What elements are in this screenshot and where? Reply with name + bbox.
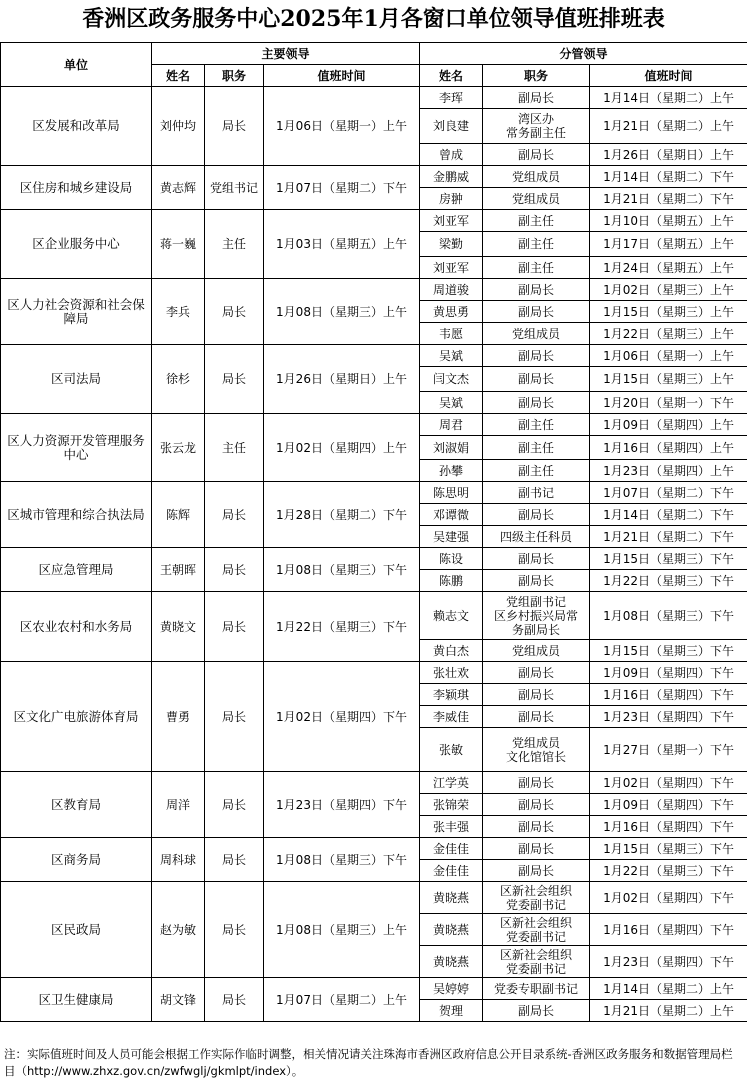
deputy-time: 1月09日（星期四）下午 <box>590 794 747 816</box>
deputy-position: 副局长 <box>483 794 590 816</box>
table-row <box>1 592 747 640</box>
table-row <box>1 414 747 436</box>
main-leader-name: 曹勇 <box>152 662 205 772</box>
table-row <box>1 978 747 1000</box>
table-row <box>1 548 747 570</box>
main-leader-time: 1月06日（星期一）上午 <box>264 87 420 166</box>
main-leader-time: 1月08日（星期三）下午 <box>264 548 420 592</box>
deputy-position: 副局长 <box>483 144 590 166</box>
deputy-position: 副主任 <box>483 210 590 232</box>
main-leader-position: 局长 <box>205 592 264 662</box>
deputy-name: 吴婷婷 <box>420 978 483 1000</box>
deputy-time: 1月02日（星期四）下午 <box>590 772 747 794</box>
deputy-position: 党组副书记 区乡村振兴局常 务副局长 <box>483 592 590 640</box>
main-leader-position: 局长 <box>205 87 264 166</box>
main-leader-name: 徐杉 <box>152 345 205 414</box>
deputy-time: 1月06日（星期一）上午 <box>590 345 747 367</box>
header-deputy-position: 职务 <box>483 65 590 87</box>
deputy-time: 1月16日（星期四）下午 <box>590 914 747 946</box>
main-leader-time: 1月08日（星期三）下午 <box>264 838 420 882</box>
deputy-name: 韦愿 <box>420 323 483 345</box>
table-body <box>1 87 747 1022</box>
deputy-position: 四级主任科员 <box>483 526 590 548</box>
deputy-position: 副局长 <box>483 816 590 838</box>
deputy-name: 金佳佳 <box>420 838 483 860</box>
deputy-time: 1月09日（星期四）上午 <box>590 414 747 436</box>
table-row <box>1 772 747 794</box>
unit-name: 区应急管理局 <box>1 548 152 592</box>
deputy-position: 副局长 <box>483 684 590 706</box>
main-leader-position: 局长 <box>205 838 264 882</box>
unit-name: 区商务局 <box>1 838 152 882</box>
deputy-time: 1月23日（星期四）下午 <box>590 706 747 728</box>
deputy-name: 梁勤 <box>420 232 483 257</box>
deputy-name: 孙攀 <box>420 460 483 482</box>
deputy-position: 副主任 <box>483 436 590 460</box>
deputy-name: 刘淑娟 <box>420 436 483 460</box>
main-leader-time: 1月26日（星期日）上午 <box>264 345 420 414</box>
main-leader-name: 周洋 <box>152 772 205 838</box>
main-leader-name: 黄志辉 <box>152 166 205 210</box>
unit-name: 区民政局 <box>1 882 152 978</box>
deputy-name: 房翀 <box>420 188 483 210</box>
main-leader-time: 1月08日（星期三）上午 <box>264 279 420 345</box>
main-leader-time: 1月07日（星期二）下午 <box>264 166 420 210</box>
duty-schedule-table <box>0 42 747 1022</box>
deputy-time: 1月15日（星期三）下午 <box>590 640 747 662</box>
deputy-position: 副局长 <box>483 87 590 109</box>
deputy-time: 1月15日（星期三）下午 <box>590 548 747 570</box>
deputy-name: 黄思勇 <box>420 301 483 323</box>
deputy-position: 副书记 <box>483 482 590 504</box>
deputy-name: 张锦荣 <box>420 794 483 816</box>
deputy-position: 副局长 <box>483 504 590 526</box>
main-leader-time: 1月03日（星期五）上午 <box>264 210 420 279</box>
main-leader-name: 陈辉 <box>152 482 205 548</box>
deputy-position: 副局长 <box>483 548 590 570</box>
deputy-time: 1月10日（星期五）上午 <box>590 210 747 232</box>
main-leader-name: 周科球 <box>152 838 205 882</box>
main-leader-position: 局长 <box>205 978 264 1022</box>
deputy-name: 曾成 <box>420 144 483 166</box>
deputy-name: 吴建强 <box>420 526 483 548</box>
main-leader-time: 1月08日（星期三）上午 <box>264 882 420 978</box>
main-leader-position: 局长 <box>205 345 264 414</box>
deputy-name: 赖志文 <box>420 592 483 640</box>
deputy-position: 副局长 <box>483 706 590 728</box>
deputy-time: 1月14日（星期二）上午 <box>590 87 747 109</box>
main-leader-time: 1月02日（星期四）下午 <box>264 662 420 772</box>
deputy-time: 1月14日（星期二）上午 <box>590 978 747 1000</box>
deputy-name: 邓谭微 <box>420 504 483 526</box>
deputy-time: 1月15日（星期三）下午 <box>590 838 747 860</box>
deputy-time: 1月17日（星期五）上午 <box>590 232 747 257</box>
footnote: 注：实际值班时间及人员可能会根据工作实际作临时调整，相关情况请关注珠海市香洲区政府信息公开目录系统-香洲区政务服务和数据管理局栏目（http://www.zhxz.gov.cn/zwfwglj/gkmlpt/index）。 <box>4 1047 733 1078</box>
deputy-name: 刘亚军 <box>420 257 483 279</box>
page-title: 香洲区政务服务中心2025年1月各窗口单位领导值班排班表 <box>82 6 665 32</box>
deputy-name: 黄晓燕 <box>420 946 483 978</box>
deputy-position: 副局长 <box>483 772 590 794</box>
deputy-name: 江学英 <box>420 772 483 794</box>
unit-name: 区住房和城乡建设局 <box>1 166 152 210</box>
deputy-name: 李珲 <box>420 87 483 109</box>
deputy-position: 副局长 <box>483 1000 590 1022</box>
unit-name: 区城市管理和综合执法局 <box>1 482 152 548</box>
header-main-leader: 主要领导 <box>152 43 420 65</box>
main-leader-name: 黄晓文 <box>152 592 205 662</box>
deputy-name: 吴斌 <box>420 392 483 414</box>
header-deputy-time: 值班时间 <box>590 65 747 87</box>
deputy-name: 闫文杰 <box>420 367 483 392</box>
deputy-time: 1月02日（星期四）下午 <box>590 882 747 914</box>
deputy-position: 副局长 <box>483 662 590 684</box>
table-row <box>1 482 747 504</box>
deputy-name: 金鹏威 <box>420 166 483 188</box>
unit-name: 区教育局 <box>1 772 152 838</box>
deputy-time: 1月15日（星期三）上午 <box>590 367 747 392</box>
main-leader-position: 局长 <box>205 772 264 838</box>
table-row <box>1 838 747 860</box>
deputy-time: 1月16日（星期四）上午 <box>590 436 747 460</box>
deputy-time: 1月21日（星期二）上午 <box>590 109 747 144</box>
table-row <box>1 279 747 301</box>
unit-name: 区卫生健康局 <box>1 978 152 1022</box>
header-main-position: 职务 <box>205 65 264 87</box>
deputy-name: 张丰强 <box>420 816 483 838</box>
main-leader-position: 局长 <box>205 482 264 548</box>
deputy-position: 副主任 <box>483 232 590 257</box>
main-leader-position: 主任 <box>205 414 264 482</box>
deputy-position: 党组成员 <box>483 640 590 662</box>
deputy-name: 刘良建 <box>420 109 483 144</box>
deputy-time: 1月02日（星期三）上午 <box>590 279 747 301</box>
main-leader-time: 1月23日（星期四）下午 <box>264 772 420 838</box>
main-leader-position: 局长 <box>205 882 264 978</box>
deputy-position: 区新社会组织 党委副书记 <box>483 882 590 914</box>
table-header <box>1 43 747 87</box>
table-row <box>1 882 747 914</box>
deputy-name: 陈设 <box>420 548 483 570</box>
deputy-position: 副局长 <box>483 367 590 392</box>
header-deputy-name: 姓名 <box>420 65 483 87</box>
header-deputy-leader: 分管领导 <box>420 43 747 65</box>
deputy-name: 周君 <box>420 414 483 436</box>
deputy-position: 副局长 <box>483 279 590 301</box>
deputy-time: 1月22日（星期三）下午 <box>590 570 747 592</box>
deputy-name: 李颖琪 <box>420 684 483 706</box>
table-row <box>1 166 747 188</box>
deputy-time: 1月16日（星期四）下午 <box>590 816 747 838</box>
deputy-time: 1月21日（星期二）下午 <box>590 526 747 548</box>
deputy-time: 1月07日（星期二）下午 <box>590 482 747 504</box>
main-leader-name: 胡文锋 <box>152 978 205 1022</box>
deputy-position: 副局长 <box>483 838 590 860</box>
unit-name: 区发展和改革局 <box>1 87 152 166</box>
deputy-time: 1月23日（星期四）下午 <box>590 946 747 978</box>
header-unit: 单位 <box>1 43 152 87</box>
unit-name: 区农业农村和水务局 <box>1 592 152 662</box>
table-row <box>1 662 747 684</box>
deputy-time: 1月21日（星期二）下午 <box>590 188 747 210</box>
main-leader-position: 党组书记 <box>205 166 264 210</box>
deputy-position: 区新社会组织 党委副书记 <box>483 946 590 978</box>
deputy-time: 1月27日（星期一）下午 <box>590 728 747 772</box>
deputy-time: 1月22日（星期三）上午 <box>590 323 747 345</box>
unit-name: 区司法局 <box>1 345 152 414</box>
deputy-position: 党组成员 <box>483 323 590 345</box>
deputy-time: 1月14日（星期二）下午 <box>590 504 747 526</box>
main-leader-position: 局长 <box>205 548 264 592</box>
deputy-time: 1月20日（星期一）下午 <box>590 392 747 414</box>
deputy-name: 李威佳 <box>420 706 483 728</box>
deputy-position: 区新社会组织 党委副书记 <box>483 914 590 946</box>
deputy-position: 党委专职副书记 <box>483 978 590 1000</box>
header-main-name: 姓名 <box>152 65 205 87</box>
header-main-time: 值班时间 <box>264 65 420 87</box>
main-leader-name: 李兵 <box>152 279 205 345</box>
deputy-position: 副局长 <box>483 860 590 882</box>
deputy-name: 贺理 <box>420 1000 483 1022</box>
deputy-time: 1月14日（星期二）下午 <box>590 166 747 188</box>
deputy-time: 1月08日（星期三）下午 <box>590 592 747 640</box>
deputy-time: 1月15日（星期三）上午 <box>590 301 747 323</box>
deputy-name: 刘亚军 <box>420 210 483 232</box>
main-leader-position: 局长 <box>205 279 264 345</box>
main-leader-time: 1月22日（星期三）下午 <box>264 592 420 662</box>
deputy-time: 1月23日（星期四）上午 <box>590 460 747 482</box>
deputy-position: 副主任 <box>483 460 590 482</box>
table-row <box>1 87 747 109</box>
main-leader-name: 刘仲均 <box>152 87 205 166</box>
deputy-position: 副局长 <box>483 392 590 414</box>
unit-name: 区人力资源开发管理服务中心 <box>1 414 152 482</box>
deputy-name: 张敏 <box>420 728 483 772</box>
main-leader-position: 局长 <box>205 662 264 772</box>
deputy-position: 副主任 <box>483 257 590 279</box>
deputy-position: 副局长 <box>483 345 590 367</box>
deputy-name: 黄白杰 <box>420 640 483 662</box>
deputy-time: 1月26日（星期日）上午 <box>590 144 747 166</box>
deputy-time: 1月16日（星期四）下午 <box>590 684 747 706</box>
table-row <box>1 210 747 232</box>
deputy-name: 金佳佳 <box>420 860 483 882</box>
unit-name: 区文化广电旅游体育局 <box>1 662 152 772</box>
deputy-position: 党组成员 <box>483 188 590 210</box>
deputy-name: 黄晓燕 <box>420 882 483 914</box>
unit-name: 区人力社会资源和社会保障局 <box>1 279 152 345</box>
deputy-time: 1月21日（星期二）上午 <box>590 1000 747 1022</box>
unit-name: 区企业服务中心 <box>1 210 152 279</box>
deputy-position: 副局长 <box>483 301 590 323</box>
main-leader-name: 蒋一巍 <box>152 210 205 279</box>
main-leader-time: 1月07日（星期二）上午 <box>264 978 420 1022</box>
deputy-position: 党组成员 <box>483 166 590 188</box>
deputy-name: 周道骏 <box>420 279 483 301</box>
deputy-name: 陈鹏 <box>420 570 483 592</box>
deputy-name: 张壮欢 <box>420 662 483 684</box>
main-leader-time: 1月28日（星期二）下午 <box>264 482 420 548</box>
deputy-position: 湾区办 常务副主任 <box>483 109 590 144</box>
table-row <box>1 345 747 367</box>
deputy-position: 副局长 <box>483 570 590 592</box>
deputy-time: 1月09日（星期四）下午 <box>590 662 747 684</box>
deputy-position: 党组成员 文化馆馆长 <box>483 728 590 772</box>
deputy-position: 副主任 <box>483 414 590 436</box>
deputy-time: 1月22日（星期三）下午 <box>590 860 747 882</box>
main-leader-position: 主任 <box>205 210 264 279</box>
deputy-time: 1月24日（星期五）上午 <box>590 257 747 279</box>
deputy-name: 吴斌 <box>420 345 483 367</box>
deputy-name: 黄晓燕 <box>420 914 483 946</box>
deputy-name: 陈思明 <box>420 482 483 504</box>
main-leader-name: 赵为敏 <box>152 882 205 978</box>
main-leader-name: 王朝晖 <box>152 548 205 592</box>
main-leader-name: 张云龙 <box>152 414 205 482</box>
main-leader-time: 1月02日（星期四）上午 <box>264 414 420 482</box>
